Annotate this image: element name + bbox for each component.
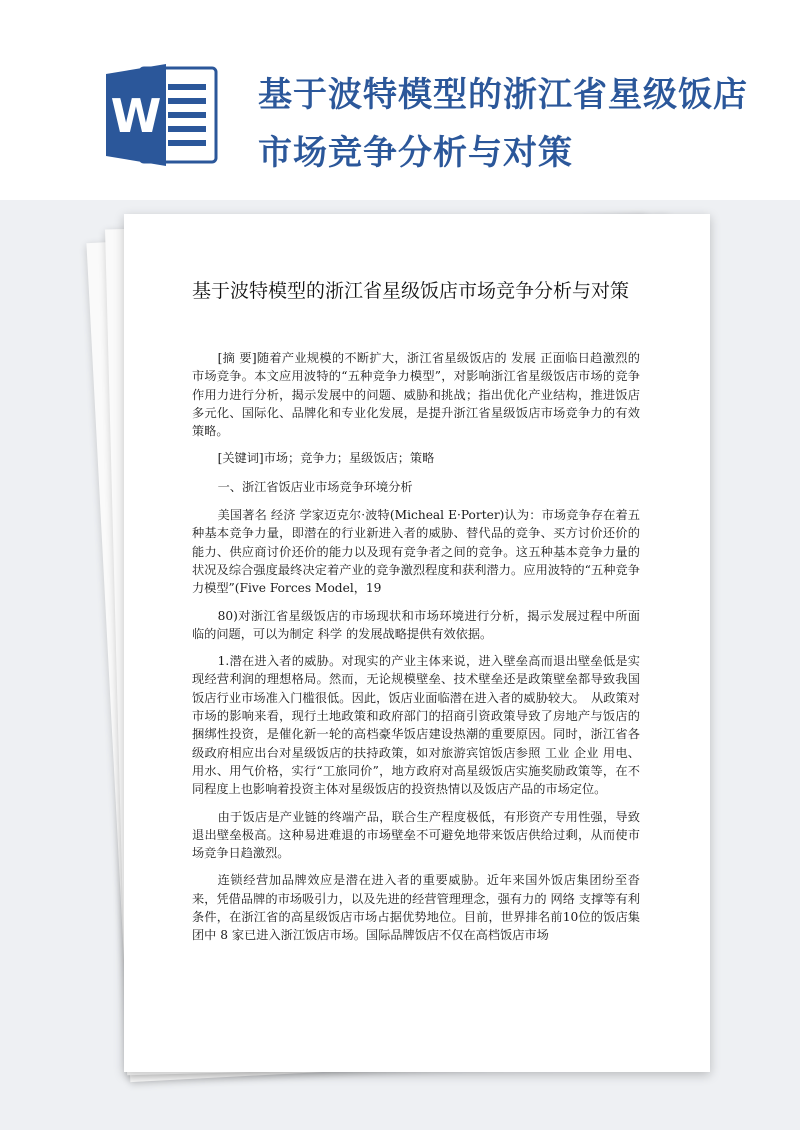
word-icon-letter: W [110, 89, 162, 143]
document-page [124, 214, 710, 1072]
body-paragraph: 连锁经营加品牌效应是潜在进入者的重要威胁。近年来国外饭店集团纷至沓来，凭借品牌的市场吸引力，以及先进的经营管理理念，强有力的 网络 支撑等有利条件，在浙江省的高星级饭店市场占据优势地位。目前，世界排名前10位的饭店集团中 8 家已进入浙江饭店市场。国际品牌饭店不仅在高档饭店市场 [192, 873, 640, 943]
section-heading: 一、浙江省饭店业市场竞争环境分析 [217, 479, 413, 494]
word-document-icon [104, 60, 224, 170]
abstract-paragraph: [摘 要]随着产业规模的不断扩大，浙江省星级饭店的 发展 正面临日趋激烈的市场竞争。本文应用波特的“五种竞争力模型”，对影响浙江省星级饭店市场的竞争作用力进行分析，揭示发展中的问题、威胁和挑战；指出优化产业结构，推进饭店 多元化、国际化、品牌化和专业化发展，是提升浙江省星级饭店市场竞争力的有效策略。 [192, 351, 640, 439]
document-title: 基于波特模型的浙江省星级饭店市场竞争分析与对策 [192, 280, 630, 302]
document-body [192, 349, 640, 954]
header-banner [0, 0, 800, 200]
body-paragraph: 美国著名 经济 学家迈克尔·波特(Micheal E·Porter)认为：市场竞争存在着五种基本竞争力量，即潜在的行业新进入者的威胁、替代品的竞争、买方讨价还价的能力、供应商讨价还价的能力以及现有竞争者之间的竞争。这五种基本竞争力量的状况及综合强度最终决定着产业的竞争激烈程度和获利潜力。应用波特的“五种竞争力模型”(Five Forces Model，19 [192, 508, 640, 596]
body-paragraph: 1.潜在进入者的威胁。对现实的产业主体来说，进入壁垒高而退出壁垒低是实现经营利润的理想格局。然而，无论规模壁垒、技术壁垒还是政策壁垒都导致我国饭店行业市场准入门槛很低。因此，饭店业面临潜在进入者的威胁较大。 从政策对市场的影响来看，现行土地政策和政府部门的招商引资政策导致了房地产与饭店的捆绑性投资，是催化新一轮的高档豪华饭店建设热潮的重要原因。同时，浙江省各级政府相应出台对星级饭店的扶持政策，如对旅游宾馆饭店参照 工业 企业 用电、用水、用气价格，实行“工旅同价”，地方政府对高星级饭店实施奖励政策等，在不同程度上也影响着投资主体对星级饭店的投资热情以及饭店产品的市场定位。 [192, 654, 640, 797]
body-paragraph: 由于饭店是产业链的终端产品，联合生产程度极低，有形资产专用性强，导致退出壁垒极高。这种易进难退的市场壁垒不可避免地带来饭店供给过剩，从而使市场竞争日趋激烈。 [192, 809, 640, 861]
header-title: 基于波特模型的浙江省星级饭店市场竞争分析与对策 [258, 75, 748, 173]
body-paragraph: 80)对浙江省星级饭店的市场现状和市场环境进行分析，揭示发展过程中所面临的问题，可以为制定 科学 的发展战略提供有效依据。 [192, 608, 640, 641]
keywords-paragraph: [关键词]市场；竞争力；星级饭店；策略 [217, 451, 435, 466]
